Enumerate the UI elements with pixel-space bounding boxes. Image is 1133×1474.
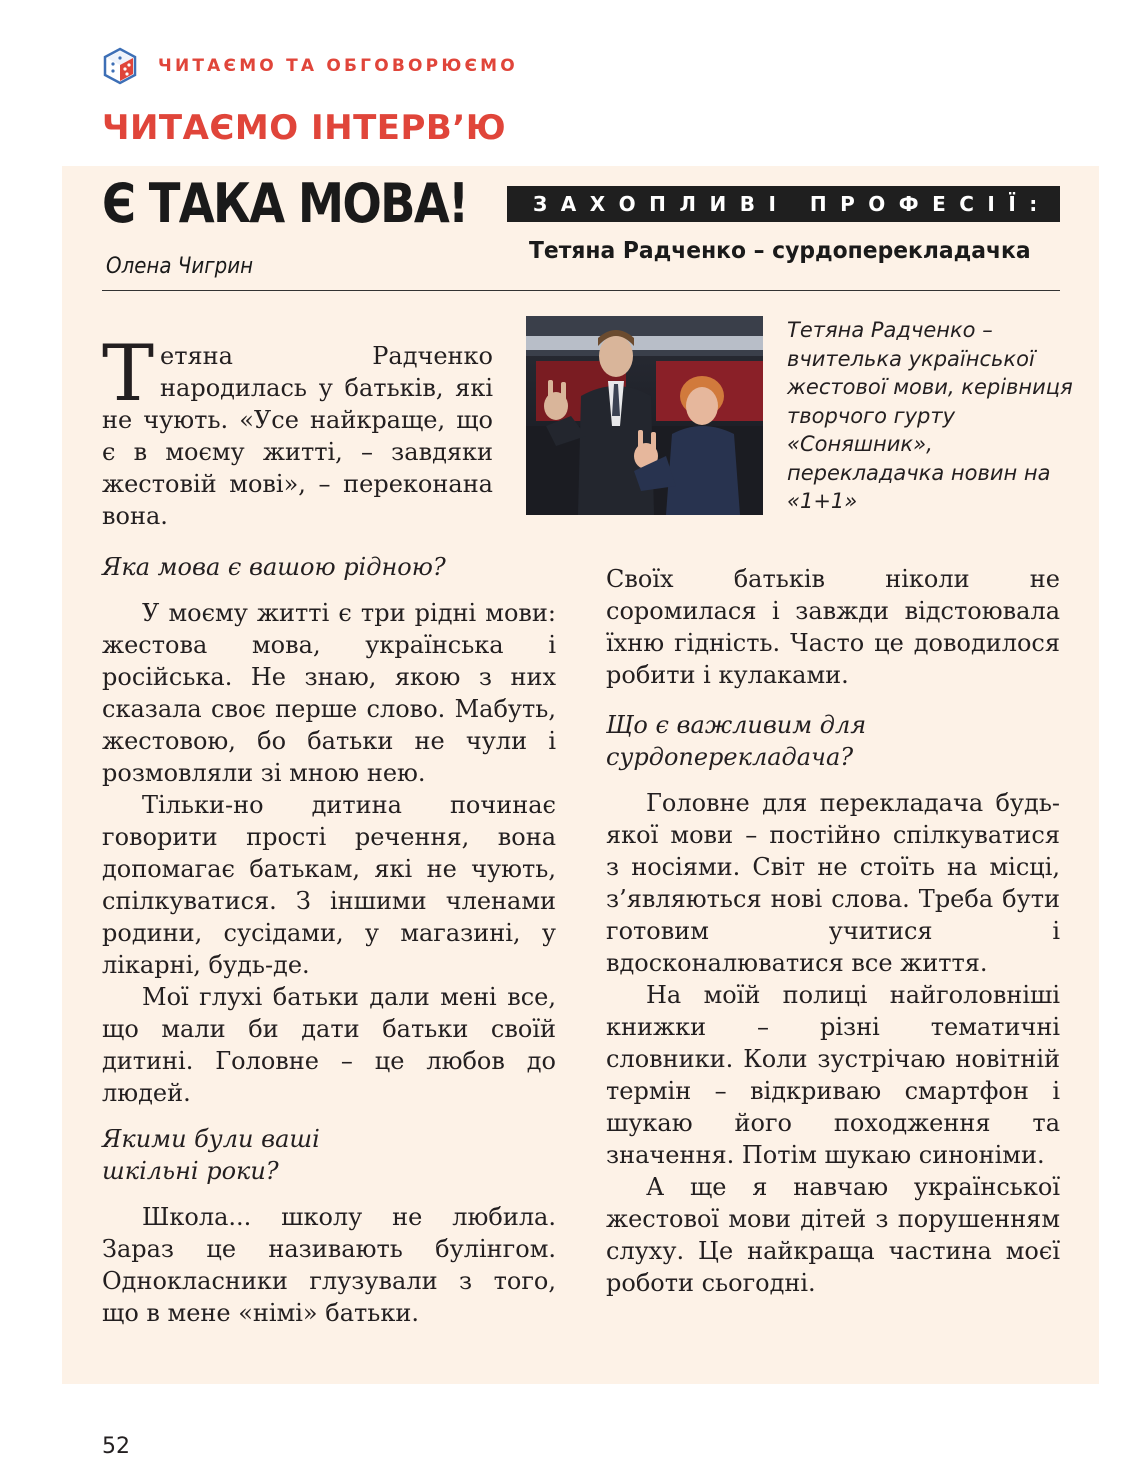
- article-subtitle: Тетяна Радченко – сурдоперекладачка: [529, 238, 1031, 264]
- right-column: [606, 563, 1060, 1299]
- divider: [102, 290, 1060, 291]
- section-header: [102, 47, 518, 85]
- photo-caption: Тетяна Радченко – вчителька української жестової мови, керівниця творчого гурту «Соняшник», перекладачка новин на «1+1»: [787, 318, 1073, 513]
- interview-photo: [526, 316, 763, 515]
- dice-cube-icon: [102, 47, 138, 85]
- answer-1-paragraph-1: У моєму житті є три рідні мови: жестова мова, українська і російська. Не знаю, якою з них сказала своє перше слово. Мабуть, жестовою, бо батьки не чули і розмовляли зі мною нею.: [102, 599, 556, 787]
- question-2: Якими були ваші шкільні роки?: [102, 1125, 320, 1185]
- section-label: ЧИТАЄМО ТА ОБГОВОРЮЄМО: [158, 56, 518, 76]
- answer-2-continued: Своїх батьків ніколи не соромилася і завжди відстоювала їхню гідність. Часто це доводилося робити і кулаками.: [606, 565, 1060, 689]
- profession-badge: ЗАХОПЛИВІ ПРОФЕСІЇ:: [507, 186, 1060, 222]
- lead-text: етяна Радченко народилась у батьків, які не чують. «Усе найкраще, що є в моєму житті, – завдяки жестовій мові», – переконана вона.: [102, 342, 493, 530]
- answer-3-paragraph-1: Головне для перекладача будь-якої мови – постійно спілкуватися з носіями. Світ не стоїть на місці, з’являються нові слова. Треба бути готовим учитися і вдосконалюватися все життя.: [606, 789, 1060, 977]
- answer-1-paragraph-2: Тільки-но дитина починає говорити прості речення, вона допомагає батькам, які не чують, спілкуватися. З іншими членами родини, сусідами, у магазині, у лікарні, будь-де.: [102, 791, 556, 979]
- answer-3-paragraph-3: А ще я навчаю української жестової мови дітей з порушенням слуху. Це найкраща частина моєї роботи сьогодні.: [606, 1173, 1060, 1297]
- left-column: [102, 551, 556, 1329]
- lead-paragraph: [102, 329, 493, 532]
- drop-cap: Т: [102, 329, 155, 419]
- question-3: Що є важливим для сурдоперекладача?: [606, 711, 867, 771]
- rubric-title: ЧИТАЄМО ІНТЕРВ’Ю: [102, 108, 507, 148]
- answer-3-paragraph-2: На моїй полиці найголовніші книжки – різні тематичні словники. Коли зустрічаю новітній термін – відкриваю смартфон і шукаю його походження та значення. Потім шукаю синоніми.: [606, 981, 1060, 1169]
- answer-2-paragraph-1: Школа... школу не любила. Зараз це називають булінгом. Однокласники глузували з того, що в мене «німі» батьки.: [102, 1203, 556, 1327]
- article-author: Олена Чигрин: [106, 254, 254, 279]
- answer-1-paragraph-3: Мої глухі батьки дали мені все, що мали би дати батьки своїй дитині. Головне – це любов до людей.: [102, 983, 556, 1107]
- article-title: Є ТАКА МОВА!: [102, 172, 468, 235]
- page-number: 52: [102, 1434, 130, 1459]
- question-1: Яка мова є вашою рідною?: [102, 553, 446, 581]
